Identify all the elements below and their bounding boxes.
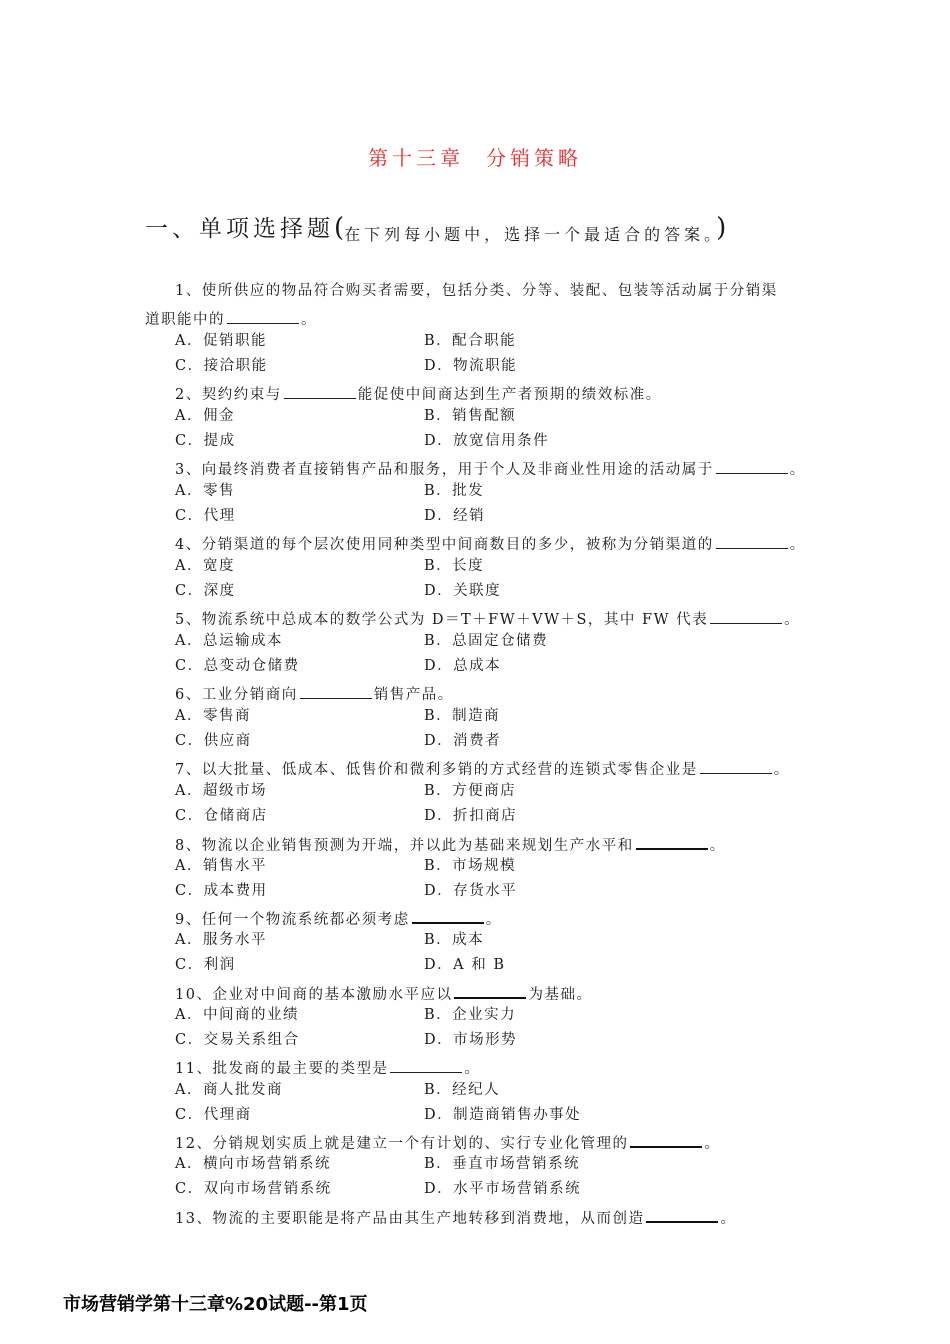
section-instruction: 在下列每小题中，选择一个最适合的答案。 <box>344 225 717 244</box>
option-d: D．市场形势 <box>424 1032 518 1048</box>
option-d: D．水平市场营销系统 <box>424 1181 582 1197</box>
answer-blank <box>300 684 372 699</box>
question-11: 11、批发商的最主要的类型是 。 <box>175 1058 480 1077</box>
option-b: B．市场规模 <box>424 858 517 874</box>
option-a: A．服务水平 <box>175 932 267 948</box>
question-1-line2: 道职能中的 。 <box>145 309 317 328</box>
option-d: D．总成本 <box>424 658 502 674</box>
option-c: C．交易关系组合 <box>175 1032 300 1048</box>
option-a: A．总运输成本 <box>175 633 283 649</box>
option-b: B．制造商 <box>424 708 501 724</box>
question-8: 8、物流以企业销售预测为开端，并以此为基础来规划生产水平和 。 <box>175 834 726 854</box>
question-6: 6、工业分销商向 销售产品。 <box>175 684 454 703</box>
chapter-title <box>0 142 950 171</box>
option-d: D．制造商销售办事处 <box>424 1107 582 1123</box>
option-b: B．总固定仓储费 <box>424 633 549 649</box>
section-heading: 一、单项选择题(在下列每小题中，选择一个最适合的答案。) <box>145 213 727 244</box>
answer-blank <box>636 834 708 850</box>
option-d: D．A 和 B <box>424 957 506 973</box>
option-a: A．中间商的业绩 <box>175 1007 299 1023</box>
chapter-number: 第十三章 <box>368 146 464 170</box>
option-a: A．超级市场 <box>175 783 267 799</box>
option-d: D．放宽信用条件 <box>424 433 550 449</box>
question-3: 3、向最终消费者直接销售产品和服务，用于个人及非商业性用途的活动属于 。 <box>175 459 806 478</box>
option-c: C．仓储商店 <box>175 808 268 824</box>
option-b: B．方便商店 <box>424 783 517 799</box>
question-9: 9、任何一个物流系统都必须考虑 。 <box>175 908 502 928</box>
option-a: A．宽度 <box>175 558 235 574</box>
option-d: D．消费者 <box>424 733 502 749</box>
answer-blank <box>454 983 526 999</box>
question-7: 7、以大批量、低成本、低售价和微利多销的方式经营的连锁式零售企业是 。 <box>175 759 790 778</box>
option-b: B．配合职能 <box>424 333 517 349</box>
question-12: 12、分销规划实质上就是建立一个有计划的、实行专业化管理的 。 <box>175 1132 720 1152</box>
option-d: D．物流职能 <box>424 358 518 374</box>
option-c: C．深度 <box>175 583 236 599</box>
chapter-name: 分销策略 <box>486 146 582 170</box>
option-c: C．代理 <box>175 508 236 524</box>
option-b: B．成本 <box>424 932 485 948</box>
option-d: D．关联度 <box>424 583 502 599</box>
option-a: A．商人批发商 <box>175 1082 283 1098</box>
question-5: 5、物流系统中总成本的数学公式为 D＝T＋FW＋VW＋S，其中 FW 代表 。 <box>175 609 800 628</box>
option-b: B．经纪人 <box>424 1082 501 1098</box>
option-b: B．垂直市场营销系统 <box>424 1156 581 1172</box>
option-a: A．促销职能 <box>175 333 267 349</box>
option-c: C．成本费用 <box>175 883 268 899</box>
option-a: A．零售 <box>175 483 235 499</box>
option-c: C．代理商 <box>175 1107 252 1123</box>
option-d: D．经销 <box>424 508 486 524</box>
option-c: C．利润 <box>175 957 236 973</box>
question-10: 10、企业对中间商的基本激励水平应以 为基础。 <box>175 983 592 1003</box>
option-d: D．折扣商店 <box>424 808 518 824</box>
answer-blank <box>716 534 788 549</box>
option-b: B．企业实力 <box>424 1007 517 1023</box>
section-title: 一、单项选择题 <box>145 216 334 242</box>
question-13: 13、物流的主要职能是将产品由其生产地转移到消费地，从而创造 。 <box>175 1207 736 1227</box>
answer-blank <box>412 908 484 924</box>
option-c: C．双向市场营销系统 <box>175 1181 332 1197</box>
answer-blank <box>227 309 299 324</box>
answer-blank <box>710 609 782 624</box>
question-1-line1: 1、使所供应的物品符合购买者需要，包括分类、分等、装配、包装等活动属于分销渠 <box>175 283 778 299</box>
option-c: C．接洽职能 <box>175 358 268 374</box>
option-c: C．总变动仓储费 <box>175 658 300 674</box>
option-d: D．存货水平 <box>424 883 518 899</box>
answer-blank <box>700 759 772 774</box>
option-b: B．长度 <box>424 558 485 574</box>
option-c: C．提成 <box>175 433 236 449</box>
option-b: B．批发 <box>424 483 485 499</box>
answer-blank <box>284 384 356 399</box>
option-a: A．横向市场营销系统 <box>175 1156 331 1172</box>
answer-blank <box>716 459 788 474</box>
option-c: C．供应商 <box>175 733 252 749</box>
option-b: B．销售配额 <box>424 408 517 424</box>
question-2: 2、契约约束与 能促使中间商达到生产者预期的绩效标准。 <box>175 384 662 403</box>
option-a: A．零售商 <box>175 708 251 724</box>
answer-blank <box>630 1132 702 1148</box>
answer-blank <box>390 1058 462 1073</box>
option-a: A．佣金 <box>175 408 235 424</box>
page-footer: 市场营销学第十三章%20试题--第1页 <box>63 1294 368 1315</box>
option-a: A．销售水平 <box>175 858 267 874</box>
question-4: 4、分销渠道的每个层次使用同种类型中间商数目的多少，被称为分销渠道的 。 <box>175 534 806 553</box>
answer-blank <box>646 1207 718 1223</box>
